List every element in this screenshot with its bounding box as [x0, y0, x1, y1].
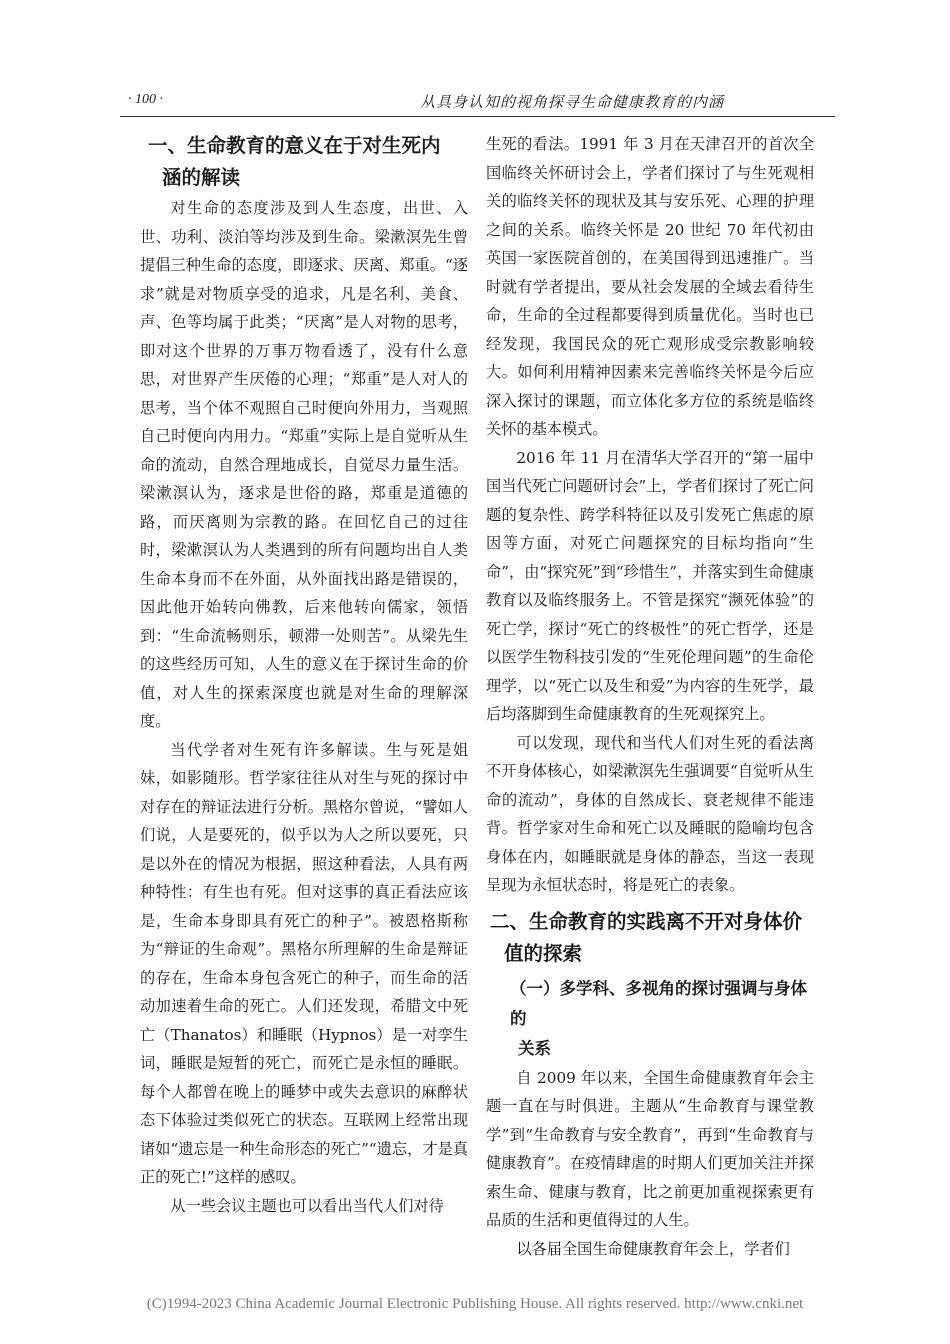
paragraph-liang-shuming: 对生命的态度涉及到人生态度，出世、入世、功利、淡泊等均涉及到生命。梁漱溟先生曾提倡三种生命的态度，即逐求、厌离、郑重。“逐求”就是对物质享受的追求，凡是名利、美食、声、色等均属于此类；“厌离”是人对物的思考，即对这个世界的万事万物看透了，没有什么意思，对世界产生厌倦的心理；“郑重”是人对人的思考，当个体不观照自己时便向外用力，当观照自己时便向内用力。“郑重”实际上是自觉听从生命的流动，自然合理地成长，自觉尽力量生活。梁漱溟认为，逐求是世俗的路，郑重是道德的路，而厌离则为宗教的路。在回忆自己的过往时，梁漱溟认为人类遇到的所有问题均出自人类生命本身而不在外面，从外面找出路是错误的，因此他开始转向佛教，后来他转向儒家，领悟到：“生命流畅则乐，顿滞一处则苦”。从梁先生的这些经历可知，人生的意义在于探讨生命的价值，对人生的探索深度也就是对生命的理解深度。: [140, 199, 468, 730]
section-heading-2-line2: 值的探索: [504, 941, 583, 965]
subsection-heading-1-line1: （一）多学科、多视角的探讨强调与身体的: [510, 978, 807, 1028]
section-heading-1: [140, 130, 468, 194]
section-heading-1-line2: 涵的解读: [162, 166, 241, 189]
page-number: · 100 ·: [128, 92, 163, 107]
section-heading-2-line1: 二、生命教育的实践离不开对身体价: [490, 909, 803, 933]
paragraph-annual-conference: 自 2009 年以来，全国生命健康教育年会主题一直在与时俱进。主题从“生命教育与课堂教学”到“生命教育与安全教育”，再到“生命教育与健康教育”。在疫情肆虐的时期人们更加关注并探索生命、健康与教育，比之前更加重视探索更有品质的生活和更值得过的人生。: [486, 1068, 814, 1229]
section-heading-1-line1: 一、生命教育的意义在于对生死内: [148, 134, 441, 157]
copyright-footer: (C)1994-2023 China Academic Journal Electronic Publishing House. All rights reserved. http://www.cnki.net: [146, 1296, 804, 1312]
right-column: [486, 130, 814, 1263]
running-title: 从具身认知的视角探寻生命健康教育的内涵: [420, 93, 725, 111]
paragraph-scholars: 以各届全国生命健康教育年会上，学者们: [516, 1239, 790, 1258]
running-header: [120, 88, 835, 117]
paragraph-conference-cont: 生死的看法。1991 年 3 月在天津召开的首次全国临终关怀研讨会上，学者们探讨了与生死观相关的临终关怀的现状及其与安乐死、心理的护理之间的关系。临终关怀是 20 世纪 70 年代初由英国一家医院首创的，在美国得到迅速推广。当时就有学者提出，要从社会发展的全域去看待生命，生命的全过程都要得到质量优化。当时也已经发现，我国民众的死亡观形成受宗教影响较大。如何利用精神因素来完善临终关怀是今后应深入探讨的课题，而立体化多方位的系统是临终关怀的基本模式。: [486, 135, 814, 438]
subsection-heading-1: [486, 974, 814, 1064]
paragraph-hegel: 当代学者对生死有许多解读。生与死是姐妹，如影随形。哲学家往往从对生与死的探讨中对存在的辩证法进行分析。黑格尔曾说，“譬如人们说，人是要死的，似乎以为人之所以要死，只是以外在的情况为根据，照这种看法，人具有两种特性：有生也有死。但对这事的真正看法应该是，生命本身即具有死亡的种子”。被恩格斯称为“辩证的生命观”。黑格尔所理解的生命是辩证的存在，生命本身包含死亡的种子，而生命的活动加速着生命的死亡。人们还发现，希腊文中死亡（Thanatos）和睡眠（Hypnos）是一对孪生词，睡眠是短暂的死亡，而死亡是永恒的睡眠。每个人都曾在晚上的睡梦中或失去意识的麻醉状态下体验过类似死亡的状态。互联网上经常出现诸如“遗忘是一种生命形态的死亡”“遗忘，才是真正的死亡!”这样的感叹。: [140, 740, 468, 1186]
paragraph-tsinghua: 2016 年 11 月在清华大学召开的“第一届中国当代死亡问题研讨会”上，学者们探讨了死亡问题的复杂性、跨学科特征以及引发死亡焦虑的原因等方面，对死亡问题探究的目标均指向“生命”，由“探究死”到“珍惜生”，并落实到生命健康教育以及临终服务上。不管是探究“濒死体验”的死亡学，探讨“死亡的终极性”的死亡哲学，还是以医学生物科技引发的“生死伦理问题”的生命伦理学，以“死亡以及生和爱”为内容的生死学，最后均落脚到生命健康教育的生死观探究上。: [486, 448, 814, 723]
paragraph-body-core: 可以发现，现代和当代人们对生死的看法离不开身体核心，如梁漱溟先生强调要“自觉听从生命的流动”，身体的自然成长、衰老规律不能违背。哲学家对生命和死亡以及睡眠的隐喻均包含身体在内，如睡眠就是身体的静态，当这一表现呈现为永恒状态时，将是死亡的表象。: [486, 733, 814, 894]
paragraph-conference-start: 从一些会议主题也可以看出当代人们对待: [170, 1196, 444, 1215]
section-heading-2: [486, 906, 814, 970]
left-column: [140, 130, 468, 1220]
subsection-heading-1-line2: 关系: [518, 1038, 551, 1058]
